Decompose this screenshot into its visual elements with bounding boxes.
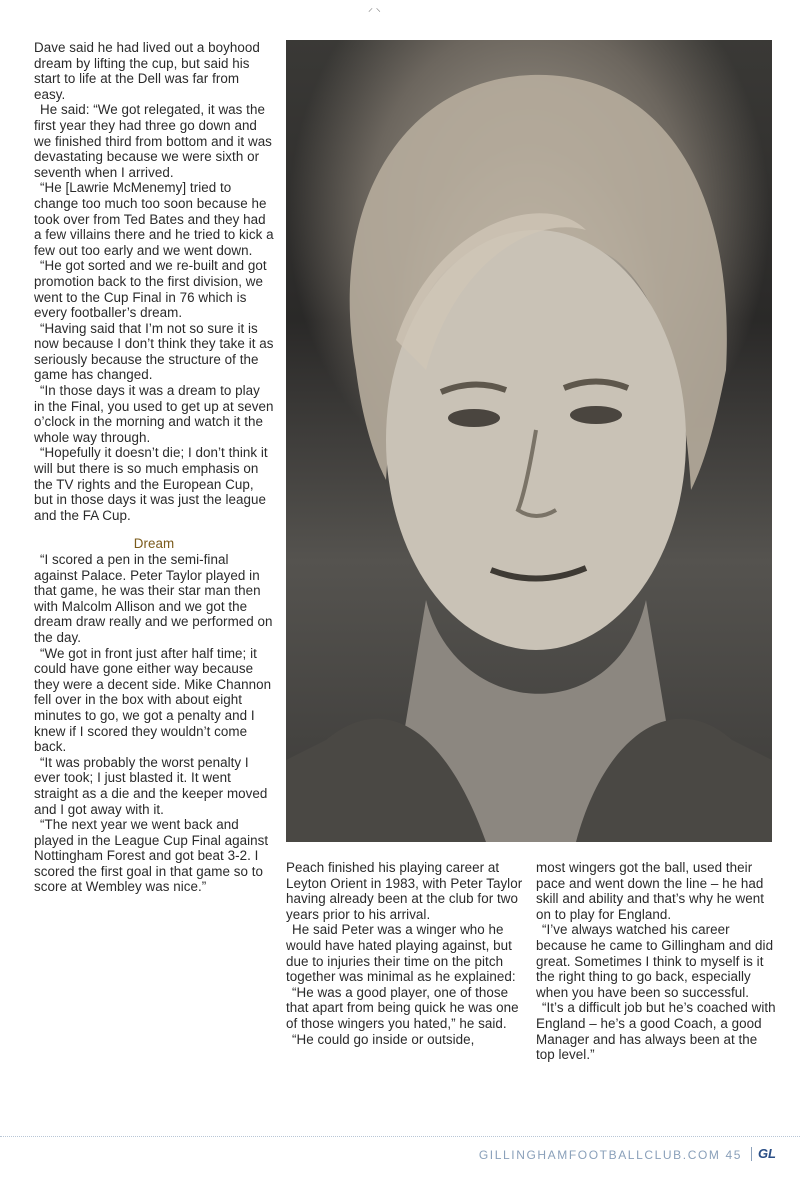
page-footer — [0, 1136, 800, 1166]
article-column-middle — [286, 860, 526, 1047]
article-paragraph: “He could go inside or outside, — [292, 1031, 475, 1047]
article-paragraph: “Having said that I’m not so sure it is now because I don’t think they take it as seriously because the structure of the game has changed. — [34, 320, 274, 383]
article-paragraph: “I’ve always watched his career because he came to Gillingham and did great. Sometimes I think to myself is it the right thing to go back, especially when you have been so successful. — [536, 922, 774, 1000]
article-paragraph: Peach finished his playing career at Leyton Orient in 1983, with Peter Taylor having already been at the club for two years prior to his arrival. — [286, 860, 523, 922]
article-paragraph: “He got sorted and we re-built and got promotion back to the first division, we went to the Cup Final in 76 which is every footballer’s dream. — [34, 258, 267, 321]
footer-rule — [0, 1136, 800, 1137]
article-paragraph: “Hopefully it doesn’t die; I don’t think it will but there is so much emphasis on the TV rights and the European Cup, but in those days it was just the league and the FA Cup. — [34, 445, 268, 523]
article-paragraph: He said Peter was a winger who he would have hated playing against, but due to injuries their time on the pitch together was minimal as he explained: — [286, 922, 516, 985]
article-paragraph: most wingers got the ball, used their pace and went down the line – he had skill and ability and that’s why he went on to play for England. — [536, 860, 765, 922]
page-number: 45 — [725, 1148, 742, 1162]
footer-site-and-page — [479, 1148, 742, 1162]
article-paragraph: Dave said he had lived out a boyhood dream by lifting the cup, but said his start to life at the Dell was far from easy. — [34, 40, 260, 102]
article-paragraph: “We got in front just after half time; it could have gone either way because they were a decent side. Mike Channon fell over in the box with about eight minutes to go, we got a penalty and I knew if I scored they wouldn’t come back. — [34, 645, 272, 755]
article-paragraph: “He [Lawrie McMenemy] tried to change too much too soon because he took over from Ted Bates and they had a few villains there and he tried to kick a few out too early and we went down. — [34, 180, 274, 258]
article-paragraph: “It’s a difficult job but he’s coached with England – he’s a good Coach, a good Manager and has always been at the top level.” — [536, 1000, 776, 1063]
article-column-left — [34, 40, 274, 895]
footer-separator — [751, 1147, 752, 1161]
footer-site: GILLINGHAMFOOTBALLCLUB.COM — [478, 1148, 721, 1162]
top-scan-mark: ⸝ ⸜ — [368, 3, 381, 14]
article-paragraph: “In those days it was a dream to play in the Final, you used to get up at seven o’clock in the morning and watch it the whole way through. — [34, 383, 274, 445]
article-paragraph: He said: “We got relegated, it was the first year they had three go down and we finished third from bottom and it was devastating because we were sixth or seventh when I arrived. — [34, 102, 272, 180]
subheading: Dream — [133, 536, 175, 552]
article-paragraph: “It was probably the worst penalty I ever took; I just blasted it. It went straight as a die and the keeper moved and I got away with it. — [34, 754, 268, 817]
article-paragraph: “He was a good player, one of those that apart from being quick he was one of those wingers you hated,” he said. — [286, 984, 519, 1031]
article-paragraph: “The next year we went back and played in the League Cup Final against Nottingham Forest and got beat 3-2. I scored the first goal in that game so to score at Wembley was nice.” — [34, 817, 269, 895]
player-portrait-photo — [286, 40, 772, 842]
club-crest-icon: GL — [757, 1146, 776, 1161]
portrait-illustration — [286, 40, 772, 842]
article-column-right — [536, 860, 776, 1063]
article-paragraph: “I scored a pen in the semi-final against Palace. Peter Taylor played in that game, he was their star man then with Malcolm Allison and we got the dream draw really and we performed on the day. — [34, 552, 273, 645]
